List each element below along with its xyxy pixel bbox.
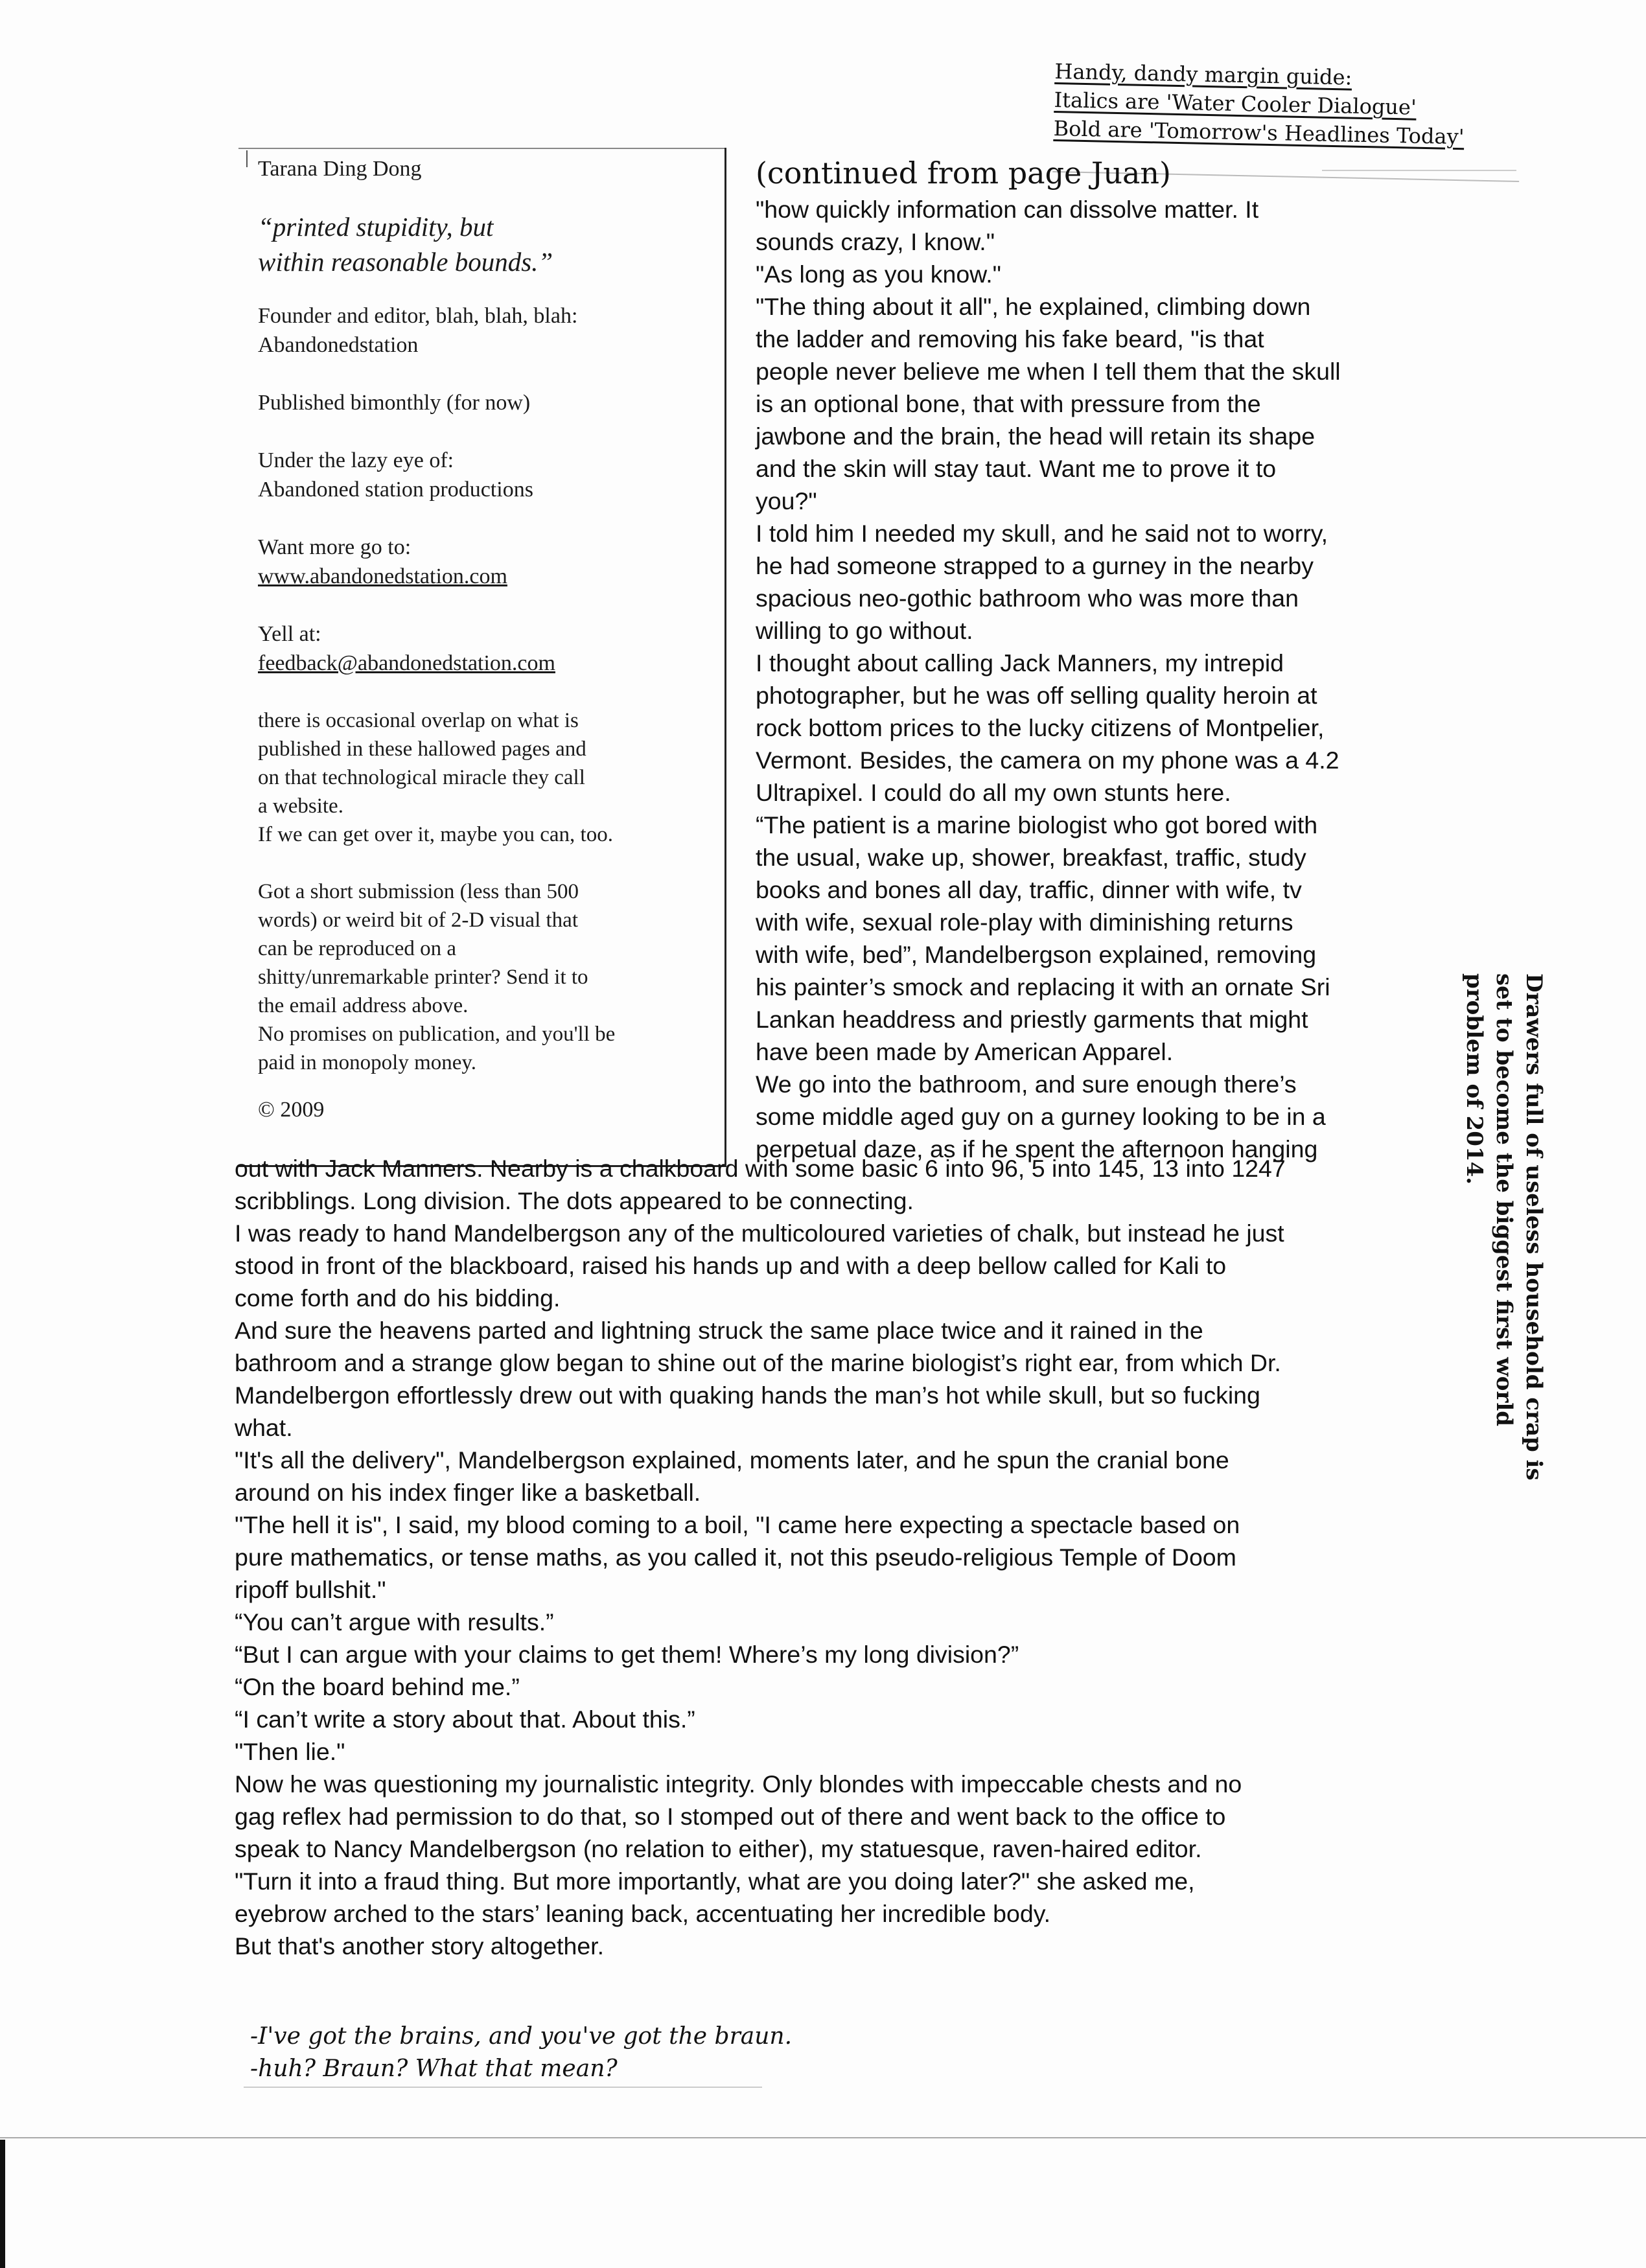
publication-title: Tarana Ding Dong	[258, 157, 422, 181]
article-line: "Turn it into a fraud thing. But more importantly, what are you doing later?" she asked me,	[235, 1868, 1195, 1895]
overlap-line: published in these hallowed pages and	[258, 737, 586, 761]
article-line: "It's all the delivery", Mandelbergson explained, moments later, and he spun the cranial bone	[235, 1446, 1229, 1474]
article-line: with wife, sexual role-play with diminishing returns	[756, 908, 1293, 936]
masthead-top-rule	[238, 148, 724, 149]
water-cooler-dialogue	[250, 2020, 792, 2085]
vertical-headline	[1452, 973, 1549, 1544]
article-line: “On the board behind me.”	[235, 1673, 520, 1700]
article-line: the usual, wake up, shower, breakfast, traffic, study	[756, 844, 1306, 871]
website-link[interactable]: www.abandonedstation.com	[258, 564, 507, 588]
article-line: Ultrapixel. I could do all my own stunts here.	[756, 779, 1231, 806]
article-line: is an optional bone, that with pressure from the	[756, 390, 1261, 417]
copyright: © 2009	[258, 1098, 325, 1122]
publisher-name: Abandoned station productions	[258, 478, 533, 502]
article-line: spacious neo-gothic bathroom who was more than	[756, 584, 1299, 612]
margin-guide-title: Handy, dandy margin guide:	[1054, 58, 1352, 90]
founder-label: Founder and editor, blah, blah, blah:	[258, 304, 578, 328]
article-line: Vermont. Besides, the camera on my phone was a 4.2	[756, 746, 1339, 774]
dialogue-line: -I've got the brains, and you've got the braun.	[250, 2023, 793, 2050]
overlap-line: If we can get over it, maybe you can, too.	[258, 823, 613, 846]
submission-note	[258, 877, 712, 1077]
headline-line: problem of 2014.	[1461, 973, 1487, 1185]
article-line: “You can’t argue with results.”	[235, 1608, 554, 1636]
article-line: pure mathematics, or tense maths, as you called it, not this pseudo-religious Temple of Doom	[235, 1544, 1236, 1571]
scan-edge-shadow	[0, 2140, 5, 2268]
article-line: Now he was questioning my journalistic integrity. Only blondes with impeccable chests and no	[235, 1770, 1242, 1798]
article-lower	[235, 1152, 1466, 1962]
article-line: some middle aged guy on a gurney looking to be in a	[756, 1103, 1326, 1130]
submission-line: Got a short submission (less than 500	[258, 880, 579, 903]
article-line: Lankan headdress and priestly garments that might	[756, 1006, 1308, 1033]
article-line: eyebrow arched to the stars’ leaning back, accentuating her incredible body.	[235, 1900, 1051, 1927]
article-line: I thought about calling Jack Manners, my intrepid	[756, 649, 1284, 677]
article-line: and the skin will stay taut. Want me to prove it to	[756, 455, 1277, 482]
article-line: out with Jack Manners. Nearby is a chalkboard with some basic 6 into 96, 5 into 145, 13 into 1247	[235, 1155, 1286, 1182]
overlap-line: a website.	[258, 794, 343, 818]
article-line: And sure the heavens parted and lightning struck the same place twice and it rained in the	[235, 1317, 1203, 1344]
dialogue-line: -huh? Braun? What that mean?	[250, 2055, 618, 2082]
article-line: what.	[235, 1414, 293, 1441]
margin-guide-italics: Italics are 'Water Cooler Dialogue'	[1054, 87, 1417, 120]
article-line: have been made by American Apparel.	[756, 1038, 1174, 1065]
article-line: sounds crazy, I know."	[756, 228, 995, 255]
submission-line: No promises on publication, and you'll be	[258, 1023, 616, 1046]
article-line: come forth and do his bidding.	[235, 1284, 561, 1312]
article-line: "The hell it is", I said, my blood coming to a boil, "I came here expecting a spectacle based on	[235, 1511, 1240, 1538]
submission-line: shitty/unremarkable printer? Send it to	[258, 966, 588, 989]
article-line: scribblings. Long division. The dots appeared to be connecting.	[235, 1187, 914, 1214]
overlap-line: on that technological miracle they call	[258, 766, 585, 789]
dialogue-rule	[244, 2087, 762, 2088]
margin-guide	[1053, 57, 1522, 152]
article-line: jawbone and the brain, the head will retain its shape	[756, 422, 1316, 450]
article-line: around on his index finger like a basketball.	[235, 1479, 701, 1506]
article-line: his painter’s smock and replacing it with an ornate Sri	[756, 973, 1330, 1001]
headline-line: Drawers full of useless household crap is	[1521, 973, 1547, 1481]
article-line: you?"	[756, 487, 817, 515]
article-line: books and bones all day, traffic, dinner with wife, tv	[756, 876, 1302, 903]
article-line: We go into the bathroom, and sure enough there’s	[756, 1070, 1297, 1098]
article-line: “I can’t write a story about that. About this.”	[235, 1706, 695, 1733]
article-line: "how quickly information can dissolve matter. It	[756, 196, 1259, 223]
submission-line: paid in monopoly money.	[258, 1051, 476, 1074]
article-line: gag reflex had permission to do that, so I stomped out of there and went back to the office to	[235, 1803, 1226, 1830]
article-line: with wife, bed”, Mandelbergson explained, removing	[756, 941, 1317, 968]
scan-edge-line	[0, 2137, 1646, 2138]
masthead-left-mark	[246, 150, 248, 167]
article-line: photographer, but he was off selling quality heroin at	[756, 682, 1317, 709]
article-line: people never believe me when I tell them that the skull	[756, 358, 1341, 385]
article-line: But that's another story altogether.	[235, 1932, 605, 1960]
article-line: "Then lie."	[235, 1738, 345, 1765]
tagline	[258, 209, 712, 279]
margin-guide-bold: Bold are 'Tomorrow's Headlines Today'	[1053, 115, 1465, 150]
submission-line: can be reproduced on a	[258, 937, 457, 960]
article-line: willing to go without.	[756, 617, 973, 644]
founder-name: Abandonedstation	[258, 333, 419, 357]
continued-heading: (continued from page Juan)	[756, 156, 1171, 191]
article-upper	[756, 193, 1430, 1165]
article-line: he had someone strapped to a gurney in the nearby	[756, 552, 1314, 579]
article-line: stood in front of the blackboard, raised his hands up and with a deep bellow called for Kali to	[235, 1252, 1227, 1279]
headline-line: set to become the biggest first world	[1491, 973, 1517, 1427]
article-line: I was ready to hand Mandelbergson any of the multicoloured varieties of chalk, but instead he just	[235, 1220, 1284, 1247]
article-line: speak to Nancy Mandelbergson (no relation to either), my statuesque, raven-haired editor.	[235, 1835, 1202, 1862]
article-line: "The thing about it all", he explained, climbing down	[756, 293, 1311, 320]
submission-line: the email address above.	[258, 994, 469, 1017]
submission-line: words) or weird bit of 2-D visual that	[258, 908, 578, 932]
publication-frequency: Published bimonthly (for now)	[258, 391, 531, 415]
header-rule	[1322, 170, 1516, 171]
article-line: ripoff bullshit."	[235, 1576, 386, 1603]
email-link[interactable]: feedback@abandonedstation.com	[258, 651, 555, 675]
article-line: I told him I needed my skull, and he said not to worry,	[756, 520, 1328, 547]
overlap-line: there is occasional overlap on what is	[258, 709, 579, 732]
article-line: rock bottom prices to the lucky citizens of Montpelier,	[756, 714, 1325, 741]
article-line: "As long as you know."	[756, 260, 1001, 288]
website-label: Want more go to:	[258, 535, 412, 559]
publisher-label: Under the lazy eye of:	[258, 448, 454, 472]
article-line: “But I can argue with your claims to get them! Where’s my long division?”	[235, 1641, 1019, 1668]
article-line: the ladder and removing his fake beard, "is that	[756, 325, 1264, 353]
tagline-line: “printed stupidity, but	[258, 212, 494, 242]
masthead	[258, 154, 712, 1124]
article-line: bathroom and a strange glow began to shine out of the marine biologist’s right ear, from which Dr.	[235, 1349, 1281, 1376]
article-line: perpetual daze, as if he spent the afternoon hanging	[756, 1135, 1318, 1163]
email-label: Yell at:	[258, 622, 321, 646]
overlap-note	[258, 706, 712, 849]
article-line: Mandelbergon effortlessly drew out with quaking hands the man’s hot while skull, but so fucking	[235, 1382, 1260, 1409]
tagline-line: within reasonable bounds.”	[258, 247, 553, 277]
article-line: “The patient is a marine biologist who got bored with	[756, 811, 1318, 839]
